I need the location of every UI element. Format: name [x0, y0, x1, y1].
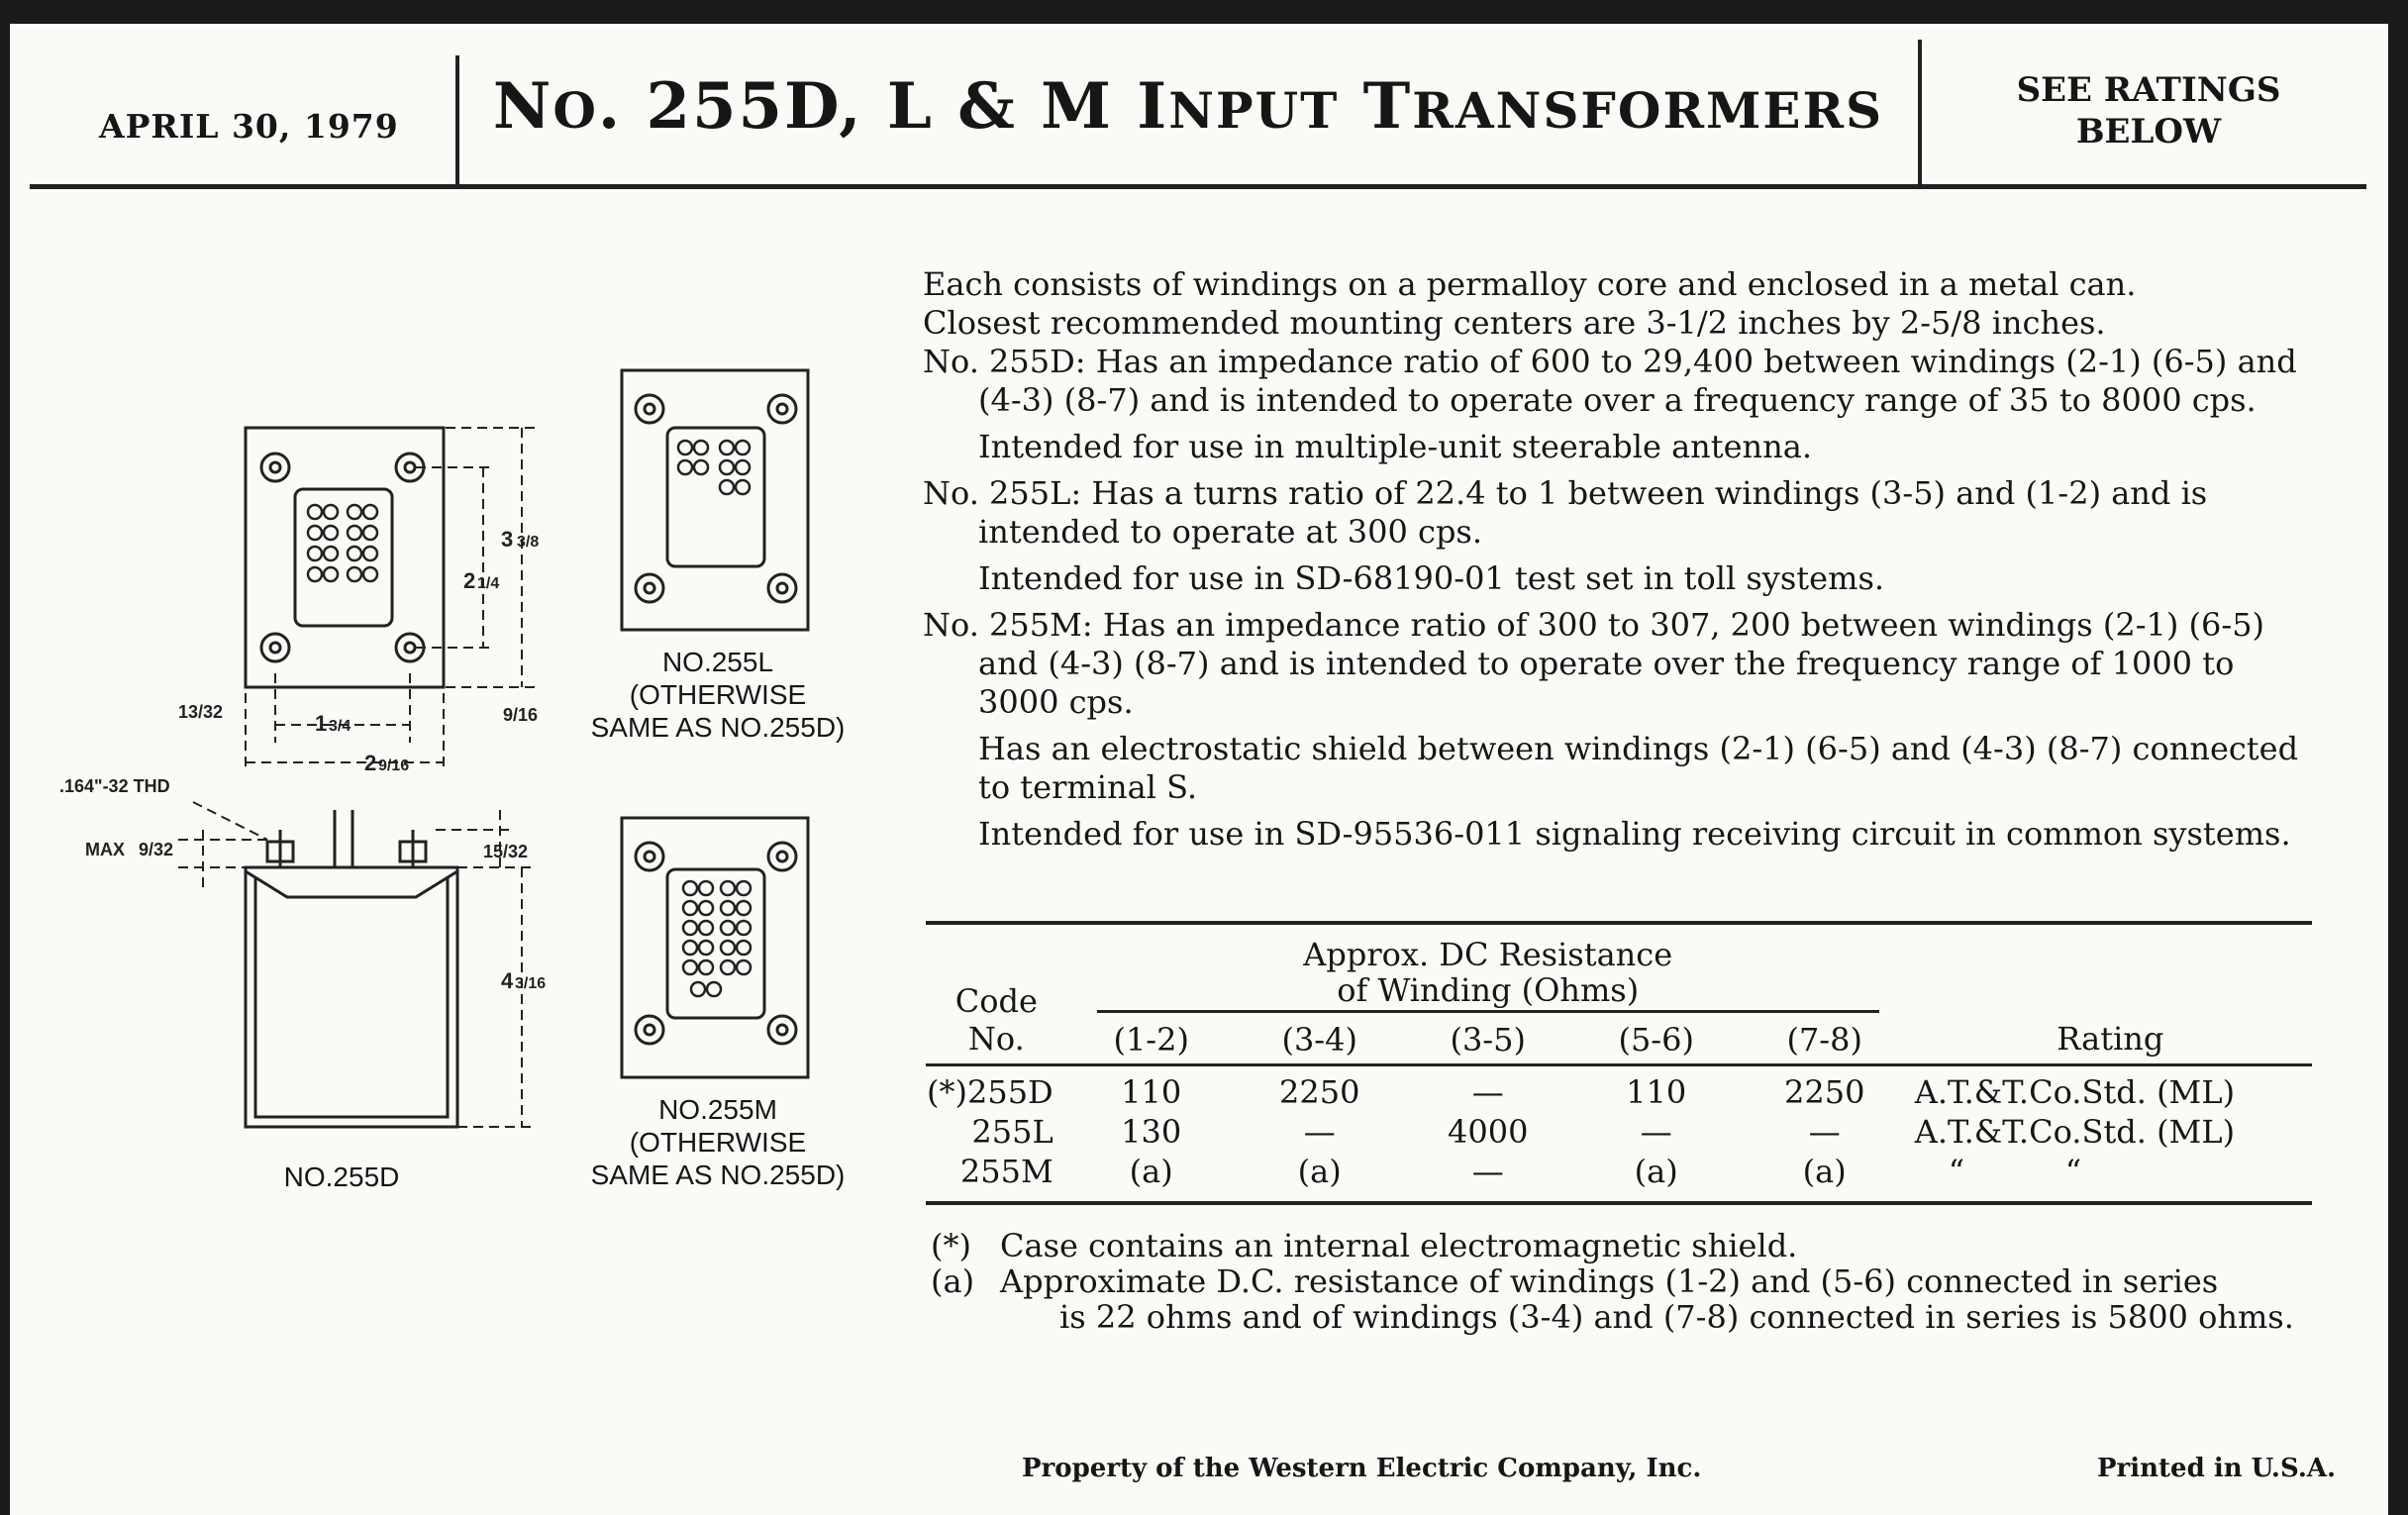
resistance-table — [926, 921, 2312, 1205]
col-header-3-5: (3-5) — [1450, 1021, 1526, 1060]
code-header: Code No. — [954, 981, 1038, 1058]
dim-can-whole: 4 — [501, 968, 514, 993]
intro-line-2: Closest recommended mounting centers are 3-1/2 inches by 2-5/8 inches. — [923, 304, 2106, 342]
top-view-255l — [622, 370, 808, 630]
footnote-a: (a) Approximate D.C. resistance of windings (1-2) and (5-6) connected in series — [931, 1262, 2219, 1300]
rating-line-2: BELOW — [2075, 112, 2222, 152]
caption-255d: NO.255D — [283, 1162, 400, 1192]
dim-inner-frac: 1/4 — [477, 575, 500, 592]
dim-height-whole: 3 — [501, 527, 514, 552]
shield-255m: Has an electrostatic shield between windings (2-1) (6-5) and (4-3) (8-7) connected to terminal S. — [978, 730, 2299, 806]
top-view-255m — [622, 818, 808, 1077]
table-row: 255L 130 — 4000 — — A.T.&T.Co.Std. (ML) — [971, 1112, 2236, 1151]
col-header-1-2: (1-2) — [1113, 1021, 1189, 1060]
col-header-5-6: (5-6) — [1618, 1021, 1694, 1060]
table-row: 255M (a) (a) — (a) (a) “ “ — [959, 1152, 2082, 1190]
use-255l: Intended for use in SD-68190-01 test set in toll systems. — [978, 559, 1885, 597]
footnote-star: (*) Case contains an internal electromagnetic shield. — [931, 1227, 1798, 1264]
property-notice: Property of the Western Electric Company, Inc. — [1022, 1454, 1702, 1483]
rating-header: Rating — [2057, 1019, 2164, 1058]
issue-date: APRIL 30, 1979 — [99, 107, 399, 146]
side-view-255d — [246, 810, 457, 1127]
use-255m: Intended for use in SD-95536-011 signaling receiving circuit in common systems. — [978, 815, 2291, 853]
dim-width-whole: 2 — [364, 751, 377, 775]
page-title: NO. 255D, L & M INPUT TRANSFORMERS — [492, 69, 1884, 144]
dim-tab: 9/16 — [503, 705, 539, 725]
printed-notice: Printed in U.S.A. — [2097, 1454, 2337, 1483]
dim-width-frac: 9/16 — [378, 758, 410, 774]
resistance-group-header: Approx. DC Resistance of Winding (Ohms) — [1067, 929, 1909, 1017]
header-divider-right — [1918, 40, 1922, 184]
dim-can-frac: 3/16 — [515, 975, 547, 992]
table-row: (*)255D 110 2250 — 110 2250 A.T.&T.Co.Std. (ML) — [927, 1072, 2236, 1111]
spec-255d: No. 255D: Has an impedance ratio of 600 to 29,400 between windings (2-1) (6-5) and (4-3) (8-7) and is intended to operate over a frequency range of 35 to 8000 cps. — [923, 343, 2297, 419]
dim-max: 9/32 — [139, 840, 174, 859]
dim-inner-whole: 2 — [463, 568, 476, 593]
top-view-255d — [246, 428, 444, 687]
spec-255m: No. 255M: Has an impedance ratio of 300 to 307, 200 between windings (2-1) (6-5) and (4-3) (8-7) and is intended to operate over the frequency range of 1000 to 3000 cps. — [923, 606, 2265, 721]
intro-line-1: Each consists of windings on a permalloy core and enclosed in a metal can. — [923, 265, 2137, 303]
footnotes — [931, 1228, 2317, 1335]
dim-inner-width-frac: 3/4 — [329, 718, 351, 735]
description — [923, 265, 2309, 854]
col-header-7-8: (7-8) — [1786, 1021, 1862, 1060]
max-label: MAX — [85, 840, 125, 859]
dim-left: 13/32 — [178, 702, 224, 722]
thread-label: .164"-32 THD — [59, 776, 170, 796]
dim-top: 15/32 — [483, 842, 529, 861]
caption-255m: NO.255M (OTHERWISE SAME AS NO.255D) — [590, 1094, 846, 1190]
rating-note — [1941, 69, 2357, 152]
rating-line-1: SEE RATINGS — [2016, 70, 2281, 110]
footnote-a-cont: is 22 ohms and of windings (3-4) and (7-8) connected in series is 5800 ohms. — [1059, 1298, 2294, 1336]
use-255d: Intended for use in multiple-unit steerable antenna. — [978, 428, 1813, 465]
caption-255l: NO.255L (OTHERWISE SAME AS NO.255D) — [590, 647, 846, 743]
spec-255l: No. 255L: Has a turns ratio of 22.4 to 1 between windings (3-5) and (1-2) and is intended to operate at 300 cps. — [923, 474, 2208, 551]
dim-inner-width-whole: 1 — [315, 711, 328, 736]
col-header-3-4: (3-4) — [1281, 1021, 1357, 1060]
dim-height-frac: 3/8 — [517, 534, 540, 551]
